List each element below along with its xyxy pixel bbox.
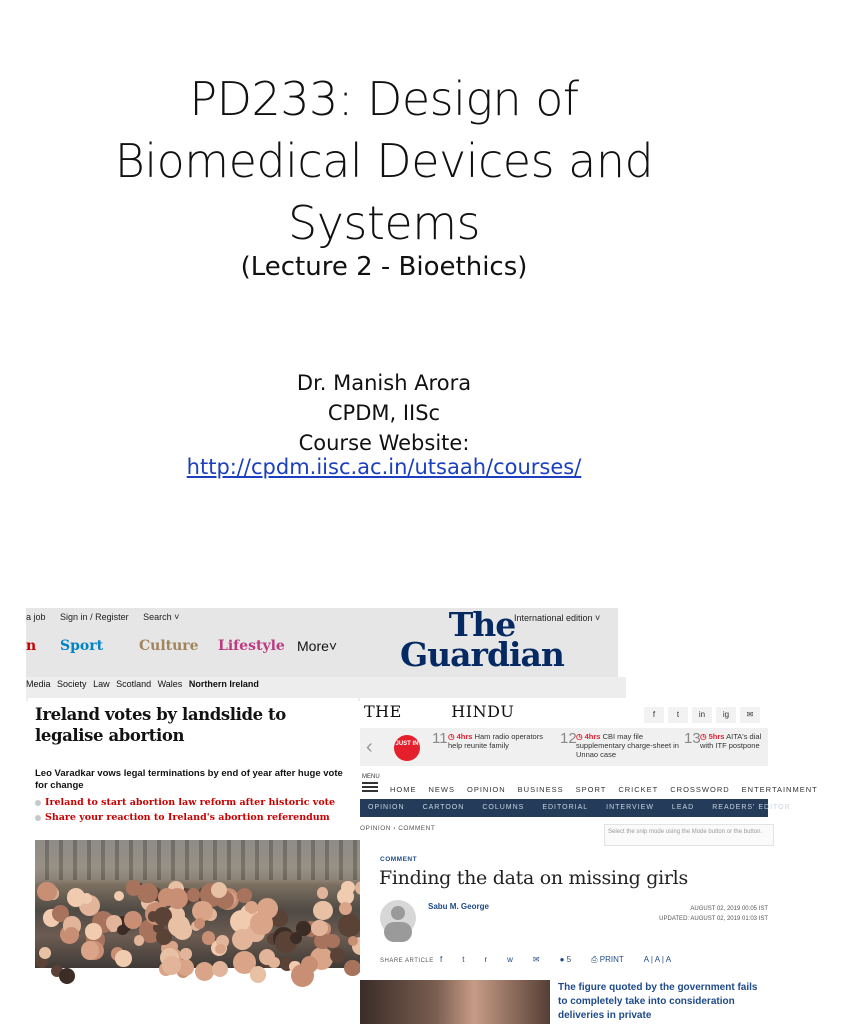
guardian-subnav-wales[interactable]: Wales [157,679,183,689]
subnav-interview[interactable]: INTERVIEW [606,804,654,811]
crowd-person [137,883,157,903]
subnav-lead[interactable]: LEAD [671,804,695,811]
author-affiliation: CPDM, IISc [327,401,441,425]
share-label: SHARE ARTICLE [380,958,434,964]
author-name: Dr. Manish Arora [296,371,472,395]
crowd-person [59,968,75,984]
nav-opinion[interactable]: OPINION [467,785,506,794]
slide-title-line-1: PD233: Design of [189,72,579,126]
website-label: Course Website: [298,431,470,455]
guardian-search-link[interactable]: Search ˅ [143,612,180,622]
guardian-subnav-northern-ireland[interactable]: Northern Ireland [188,679,259,689]
celebration-crowd-photo [35,840,365,968]
guardian-subnav-media[interactable]: Media [26,679,51,689]
print-button[interactable]: ⎙ PRINT [591,955,624,964]
guardian-nav-lifestyle[interactable]: Lifestyle [218,638,285,654]
crowd-person [195,962,214,981]
slide-title-line-2: Biomedical Devices and [114,134,654,188]
author-block [0,368,768,482]
photo-building [35,840,365,880]
guardian-nav-news[interactable]: n [26,638,37,654]
hindu-logo[interactable]: THE HINDU [364,702,515,721]
updated-date: UPDATED: AUGUST 02, 2019 01:03 IST [659,916,768,922]
linkedin-icon[interactable]: in [692,707,712,723]
crowd-person [202,931,215,944]
just-in-badge: JUST IN [394,735,420,761]
subnav-opinion[interactable]: OPINION [368,804,405,811]
guardian-related-link-1-text: Ireland to start abortion law reform after historic vote [45,797,336,808]
ticker-number: 12 [560,730,577,747]
crowd-person [115,950,132,967]
nav-entertainment[interactable]: ENTERTAINMENT [741,785,818,794]
nav-business[interactable]: BUSINESS [517,785,564,794]
guardian-subnav-society[interactable]: Society [57,679,87,689]
ticker-text: Ham radio operators help reunite family [448,732,543,750]
bullet-icon [35,800,41,806]
ticker-time: 4hrs [456,732,473,741]
nav-news[interactable]: NEWS [428,785,455,794]
chevron-left-icon[interactable]: ‹ [366,736,373,758]
share-icons [440,955,691,965]
clock-icon: ◷ [576,732,585,741]
clock-icon: ◷ [700,732,709,741]
nav-home[interactable]: HOME [390,785,417,794]
published-date: AUGUST 02, 2019 00:05 IST [690,906,768,912]
crowd-person [212,961,228,977]
hindu-author-link[interactable]: Sabu M. George [428,902,489,911]
crowd-person [187,888,201,902]
guardian-related-link-2-text: Share your reaction to Ireland's abortion referendum [45,812,330,823]
guardian-nav-culture[interactable]: Culture [139,638,199,654]
share-facebook-icon[interactable]: f [440,955,443,964]
crowd-person [117,925,128,936]
hindu-page [360,698,835,1024]
course-website-link[interactable]: http://cpdm.iisc.ac.in/utsaah/courses/ [186,455,582,479]
subnav-comment[interactable]: COMM [808,804,835,811]
crowd-person [39,947,51,959]
share-mail-icon[interactable]: ✉ [532,955,540,964]
twitter-icon[interactable]: t [668,707,688,723]
nav-crossword[interactable]: CROSSWORD [670,785,730,794]
nav-cricket[interactable]: CRICKET [618,785,659,794]
crowd-person [114,891,124,901]
subnav-editorial[interactable]: EDITORIAL [542,804,589,811]
guardian-edition-select[interactable]: International edition ˅ [514,613,601,623]
crowd-person [85,923,101,939]
guardian-top-links [26,612,191,622]
crowd-person [339,902,352,915]
publish-dates [659,904,768,924]
guardian-nav-sport[interactable]: Sport [60,638,104,654]
facebook-icon[interactable]: f [644,707,664,723]
crowd-person [211,882,227,898]
hindu-headline: Finding the data on missing girls [379,867,688,889]
ticker-item-11[interactable] [432,730,558,750]
guardian-logo-line-1: The [448,605,516,644]
guardian-job-link[interactable]: a job [26,612,46,622]
ticker-number: 13 [684,730,701,747]
guardian-related-link-1[interactable] [35,797,335,808]
ticker-text: CBI may file supplementary charge-sheet in Unnao case [576,732,679,759]
hamburger-menu-icon[interactable] [362,782,378,792]
share-reddit-icon[interactable]: r [484,955,488,964]
guardian-signin-link[interactable]: Sign in / Register [60,612,129,622]
guardian-subnav-scotland[interactable]: Scotland [116,679,152,689]
crowd-person [344,960,360,976]
hindu-news-ticker [360,728,768,766]
crowd-person [313,901,332,920]
subnav-columns[interactable]: COLUMNS [482,804,525,811]
guardian-standfirst: Leo Varadkar vows legal terminations by end of year after huge vote for change [35,768,343,791]
slide-title [0,68,768,254]
crowd-person [215,944,225,954]
hindu-opinion-subnav [360,799,835,817]
crowd-person [317,887,328,898]
instagram-icon[interactable]: ig [716,707,736,723]
hindu-main-nav [390,785,830,794]
article-photo [360,980,550,1024]
crowd-person [237,888,252,903]
crowd-person [194,918,205,929]
bullet-icon [35,815,41,821]
share-whatsapp-icon[interactable]: w [507,955,513,964]
guardian-logo-line-2: Guardian [400,635,564,674]
guardian-logo[interactable] [400,605,564,674]
crowd-person [134,935,144,945]
ticker-time: 4hrs [584,732,601,741]
guardian-related-link-2[interactable] [35,812,330,823]
crowd-person [257,898,278,919]
clock-icon: ◷ [448,732,457,741]
crowd-person [168,915,190,937]
crowd-person [291,964,315,988]
crowd-person [290,932,302,944]
font-size-controls[interactable]: A | A | A [643,955,672,964]
crowd-person [81,941,99,959]
menu-label: MENU [362,774,380,780]
guardian-article [28,698,358,968]
guardian-headline[interactable]: Ireland votes by landslide to legalise abortion [35,705,286,745]
share-twitter-icon[interactable]: t [462,955,465,964]
crowd-person [180,948,191,959]
guardian-nav-more[interactable]: More˅ [297,638,338,654]
crowd-person [325,934,339,948]
comment-count-icon[interactable]: ● 5 [559,955,572,964]
crowd-person [330,948,345,963]
crowd-person [250,966,266,982]
mail-icon[interactable]: ✉ [740,707,760,723]
crowd-person [338,914,360,936]
slide-subtitle: (Lecture 2 - Bioethics) [240,252,528,282]
author-avatar [380,900,416,936]
section-label: COMMENT [380,856,418,863]
ticker-time: 5hrs [708,732,725,741]
guardian-subnav-law[interactable]: Law [93,679,110,689]
subnav-readers-editor[interactable]: READERS' EDITOR [712,804,791,811]
breadcrumb[interactable]: OPINION › COMMENT [360,825,436,832]
nav-sport[interactable]: SPORT [575,785,607,794]
ticker-item-13[interactable] [684,730,770,750]
ticker-text: AITA's dial with ITF postpone [700,732,762,750]
slide-title-line-3: Systems [288,196,480,250]
crowd-person [311,920,327,936]
subnav-cartoon[interactable]: CARTOON [422,804,465,811]
snip-tooltip: Select the snip mode using the Mode button or the button. [604,824,774,846]
crowd-person [162,956,181,975]
crowd-person [37,882,56,901]
ticker-number: 11 [432,730,448,747]
ticker-item-12[interactable] [560,730,686,759]
pull-quote: The figure quoted by the government fails to completely take into consideration deliveries in private [558,982,758,1021]
guardian-header [26,605,618,698]
hindu-social-icons [644,704,764,723]
